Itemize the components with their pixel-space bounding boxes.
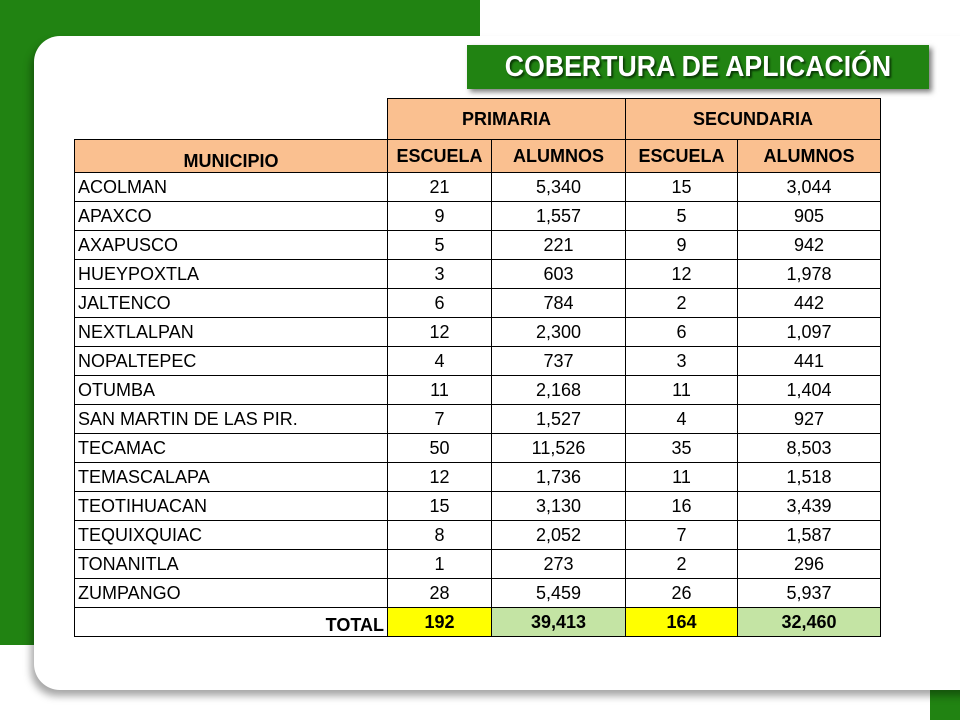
primaria-escuela-cell: 21 [388,173,492,202]
table-row [75,405,881,434]
secundaria-escuela-header: ESCUELA [626,140,738,173]
municipio-cell: TONANITLA [75,550,388,579]
secundaria-alumnos-cell: 441 [738,347,881,376]
total-primaria-escuela: 192 [388,608,492,637]
municipio-cell: AXAPUSCO [75,231,388,260]
table-row [75,521,881,550]
primaria-escuela-cell: 4 [388,347,492,376]
coverage-table [74,98,881,637]
secundaria-alumnos-cell: 1,097 [738,318,881,347]
secundaria-escuela-cell: 4 [626,405,738,434]
top-white-band [480,0,960,38]
secundaria-escuela-cell: 11 [626,376,738,405]
secundaria-alumnos-cell: 942 [738,231,881,260]
municipio-cell: APAXCO [75,202,388,231]
primaria-escuela-cell: 5 [388,231,492,260]
primaria-escuela-header: ESCUELA [388,140,492,173]
group-header-row [75,99,881,140]
municipio-cell: ACOLMAN [75,173,388,202]
table-row [75,318,881,347]
primaria-alumnos-cell: 5,459 [492,579,626,608]
table-row [75,463,881,492]
table-row [75,579,881,608]
primaria-alumnos-cell: 1,736 [492,463,626,492]
primaria-alumnos-cell: 273 [492,550,626,579]
secundaria-escuela-cell: 3 [626,347,738,376]
secundaria-escuela-cell: 15 [626,173,738,202]
primaria-alumnos-cell: 5,340 [492,173,626,202]
table-row [75,347,881,376]
table-row [75,376,881,405]
secundaria-alumnos-cell: 1,404 [738,376,881,405]
primaria-alumnos-cell: 11,526 [492,434,626,463]
secundaria-escuela-cell: 7 [626,521,738,550]
secundaria-escuela-cell: 16 [626,492,738,521]
table-row [75,434,881,463]
secundaria-escuela-cell: 26 [626,579,738,608]
primaria-alumnos-cell: 1,527 [492,405,626,434]
secundaria-alumnos-cell: 3,044 [738,173,881,202]
primaria-escuela-cell: 12 [388,318,492,347]
secundaria-alumnos-cell: 1,978 [738,260,881,289]
primaria-alumnos-header: ALUMNOS [492,140,626,173]
municipio-cell: HUEYPOXTLA [75,260,388,289]
primaria-escuela-cell: 3 [388,260,492,289]
total-primaria-alumnos: 39,413 [492,608,626,637]
primaria-escuela-cell: 1 [388,550,492,579]
primaria-alumnos-cell: 2,168 [492,376,626,405]
secundaria-escuela-cell: 11 [626,463,738,492]
secundaria-alumnos-cell: 442 [738,289,881,318]
secundaria-escuela-cell: 12 [626,260,738,289]
primaria-alumnos-cell: 784 [492,289,626,318]
primaria-alumnos-cell: 737 [492,347,626,376]
municipio-cell: NEXTLALPAN [75,318,388,347]
table-row [75,202,881,231]
table-row [75,550,881,579]
primaria-escuela-cell: 12 [388,463,492,492]
table-row [75,231,881,260]
secundaria-alumnos-cell: 8,503 [738,434,881,463]
primaria-alumnos-cell: 603 [492,260,626,289]
secundaria-alumnos-cell: 5,937 [738,579,881,608]
total-secundaria-alumnos: 32,460 [738,608,881,637]
primaria-alumnos-cell: 221 [492,231,626,260]
primaria-alumnos-cell: 2,300 [492,318,626,347]
primaria-escuela-cell: 9 [388,202,492,231]
secundaria-alumnos-cell: 1,587 [738,521,881,550]
header-spacer [75,99,388,140]
table-row [75,492,881,521]
sub-header-row [75,140,881,173]
primaria-escuela-cell: 15 [388,492,492,521]
secundaria-alumnos-cell: 905 [738,202,881,231]
primaria-header: PRIMARIA [388,99,626,140]
primaria-alumnos-cell: 2,052 [492,521,626,550]
total-label: TOTAL [75,608,388,637]
secundaria-escuela-cell: 35 [626,434,738,463]
municipio-cell: JALTENCO [75,289,388,318]
title-banner [467,45,929,89]
primaria-alumnos-cell: 1,557 [492,202,626,231]
municipio-cell: TEMASCALAPA [75,463,388,492]
total-secundaria-escuela: 164 [626,608,738,637]
municipio-cell: SAN MARTIN DE LAS PIR. [75,405,388,434]
secundaria-escuela-cell: 9 [626,231,738,260]
primaria-escuela-cell: 7 [388,405,492,434]
municipio-cell: OTUMBA [75,376,388,405]
primaria-escuela-cell: 50 [388,434,492,463]
municipio-cell: TEOTIHUACAN [75,492,388,521]
primaria-escuela-cell: 8 [388,521,492,550]
table-row [75,260,881,289]
municipio-header: MUNICIPIO [75,140,388,173]
municipio-cell: TEQUIXQUIAC [75,521,388,550]
municipio-cell: TECAMAC [75,434,388,463]
secundaria-header: SECUNDARIA [626,99,881,140]
secundaria-escuela-cell: 2 [626,289,738,318]
table-row [75,289,881,318]
page-title: COBERTURA DE APLICACIÓN [504,50,892,83]
secundaria-alumnos-cell: 1,518 [738,463,881,492]
primaria-alumnos-cell: 3,130 [492,492,626,521]
total-row [75,608,881,637]
municipio-cell: ZUMPANGO [75,579,388,608]
primaria-escuela-cell: 6 [388,289,492,318]
secundaria-alumnos-cell: 296 [738,550,881,579]
secundaria-alumnos-cell: 3,439 [738,492,881,521]
secundaria-alumnos-header: ALUMNOS [738,140,881,173]
primaria-escuela-cell: 28 [388,579,492,608]
secundaria-alumnos-cell: 927 [738,405,881,434]
secundaria-escuela-cell: 5 [626,202,738,231]
table-row [75,173,881,202]
municipio-cell: NOPALTEPEC [75,347,388,376]
secundaria-escuela-cell: 6 [626,318,738,347]
secundaria-escuela-cell: 2 [626,550,738,579]
primaria-escuela-cell: 11 [388,376,492,405]
